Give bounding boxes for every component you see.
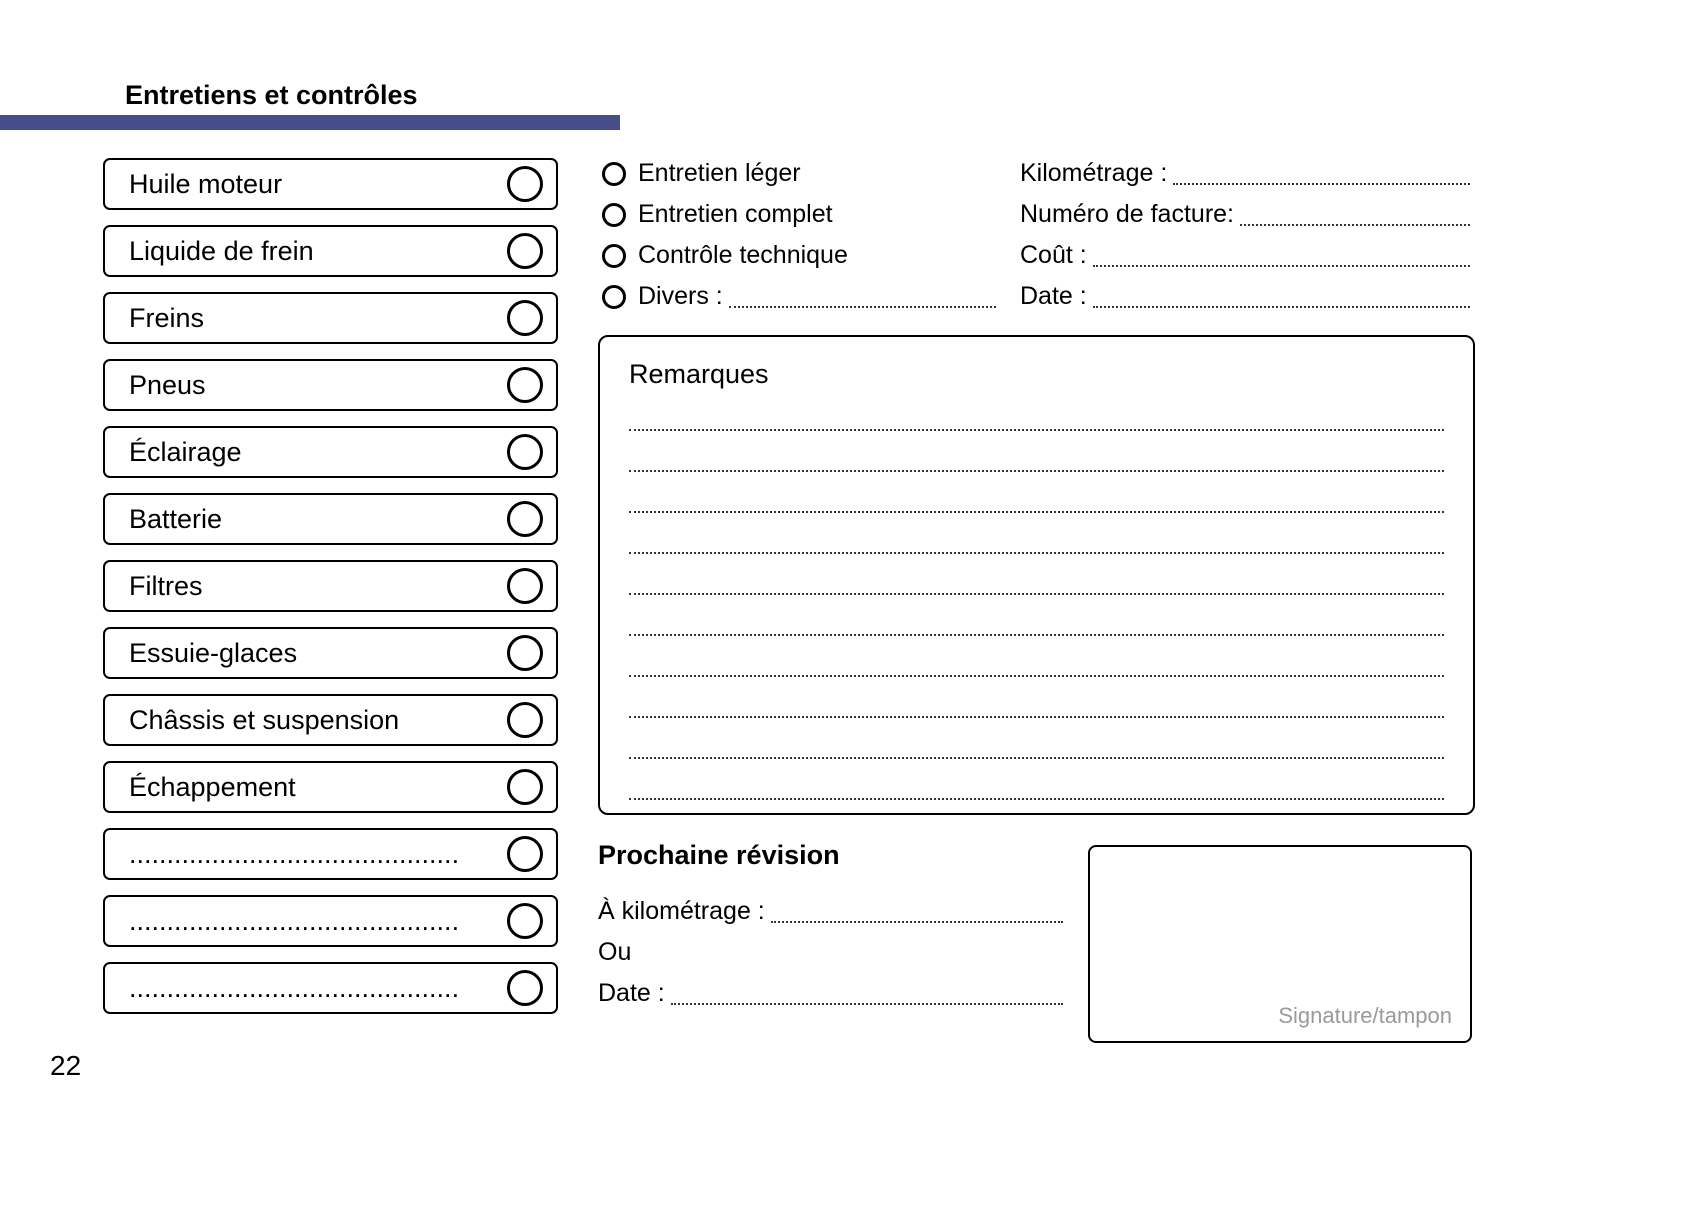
next-revision-title: Prochaine révision	[598, 840, 840, 870]
next-revision-date-row	[598, 973, 1065, 1014]
remarks-dotted-line	[629, 513, 1444, 554]
checkbox-circle-icon	[507, 836, 543, 872]
dotted-fill-line	[729, 306, 996, 308]
service-option-label: Contrôle technique	[638, 241, 848, 269]
invoice-field	[1020, 276, 1472, 317]
checkbox-circle-icon	[507, 568, 543, 604]
invoice-field-label: Kilométrage :	[1020, 159, 1168, 187]
checkbox-circle-icon	[507, 769, 543, 805]
remarks-dotted-line	[629, 554, 1444, 595]
invoice-field-label: Date :	[1020, 282, 1087, 310]
radio-circle-icon	[602, 285, 626, 309]
radio-circle-icon	[602, 244, 626, 268]
dotted-fill-line	[671, 1003, 1063, 1005]
page-title: Entretiens et contrôles	[125, 80, 418, 110]
checklist-row	[103, 292, 558, 344]
next-revision-km-label: À kilométrage :	[598, 897, 765, 925]
remarks-dotted-line	[629, 595, 1444, 636]
remarks-dotted-line	[629, 759, 1444, 800]
checkbox-circle-icon	[507, 702, 543, 738]
checklist-item-label: ............................................	[129, 838, 460, 869]
checkbox-circle-icon	[507, 903, 543, 939]
service-option	[602, 194, 998, 235]
remarks-dotted-line	[629, 390, 1444, 431]
service-type-options	[602, 153, 998, 317]
invoice-field	[1020, 235, 1472, 276]
checklist-row-blank	[103, 962, 558, 1014]
checkbox-circle-icon	[507, 434, 543, 470]
checklist-row	[103, 158, 558, 210]
page-number: 22	[50, 1050, 82, 1081]
dotted-fill-line	[1093, 306, 1470, 308]
checklist-item-label: Échappement	[129, 771, 296, 802]
checklist-item-label: Pneus	[129, 369, 206, 400]
checklist-row	[103, 225, 558, 277]
checkbox-circle-icon	[507, 233, 543, 269]
remarks-lines	[629, 390, 1444, 800]
remarks-box	[598, 335, 1475, 815]
invoice-field	[1020, 153, 1472, 194]
checklist-row	[103, 359, 558, 411]
remarks-dotted-line	[629, 431, 1444, 472]
accent-bar	[0, 115, 620, 130]
checklist-item-label: ............................................	[129, 972, 460, 1003]
checklist-item-label: Filtres	[129, 570, 203, 601]
checkbox-circle-icon	[507, 970, 543, 1006]
next-revision-or-row	[598, 932, 1065, 973]
signature-label: Signature/tampon	[1278, 1003, 1452, 1028]
next-revision-or-label: Ou	[598, 938, 632, 966]
invoice-field-label: Numéro de facture:	[1020, 200, 1234, 228]
checkbox-circle-icon	[507, 166, 543, 202]
dotted-fill-line	[771, 921, 1063, 923]
remarks-dotted-line	[629, 677, 1444, 718]
dotted-fill-line	[1173, 183, 1470, 185]
next-revision-section	[598, 840, 1065, 1014]
invoice-fields	[1020, 153, 1472, 317]
checklist-row-blank	[103, 895, 558, 947]
maintenance-checklist	[103, 158, 558, 1029]
checklist-row	[103, 627, 558, 679]
remarks-dotted-line	[629, 718, 1444, 759]
invoice-field-label: Coût :	[1020, 241, 1087, 269]
signature-box	[1088, 845, 1472, 1043]
checklist-row	[103, 560, 558, 612]
checklist-item-label: Freins	[129, 302, 205, 333]
checklist-row	[103, 426, 558, 478]
service-option	[602, 235, 998, 276]
checklist-item-label: Batterie	[129, 503, 223, 534]
remarks-dotted-line	[629, 636, 1444, 677]
checklist-item-label: Huile moteur	[129, 168, 283, 199]
checklist-item-label: Éclairage	[129, 436, 242, 467]
remarks-dotted-line	[629, 472, 1444, 513]
checklist-item-label: ............................................	[129, 905, 460, 936]
checklist-item-label: Châssis et suspension	[129, 704, 400, 735]
checklist-item-label: Essuie-glaces	[129, 637, 298, 668]
dotted-fill-line	[1240, 224, 1470, 226]
service-option-label: Entretien complet	[638, 200, 833, 228]
next-revision-km-row	[598, 891, 1065, 932]
invoice-field	[1020, 194, 1472, 235]
checkbox-circle-icon	[507, 501, 543, 537]
service-option-divers	[602, 276, 998, 317]
checklist-row-blank	[103, 828, 558, 880]
dotted-fill-line	[1093, 265, 1470, 267]
service-option-label: Divers :	[638, 282, 723, 310]
radio-circle-icon	[602, 203, 626, 227]
checkbox-circle-icon	[507, 367, 543, 403]
service-option	[602, 153, 998, 194]
checklist-row	[103, 761, 558, 813]
next-revision-date-label: Date :	[598, 979, 665, 1007]
service-option-label: Entretien léger	[638, 159, 801, 187]
remarks-title: Remarques	[629, 359, 769, 389]
radio-circle-icon	[602, 162, 626, 186]
checkbox-circle-icon	[507, 300, 543, 336]
checklist-item-label: Liquide de frein	[129, 235, 314, 266]
checklist-row	[103, 694, 558, 746]
checklist-row	[103, 493, 558, 545]
checkbox-circle-icon	[507, 635, 543, 671]
